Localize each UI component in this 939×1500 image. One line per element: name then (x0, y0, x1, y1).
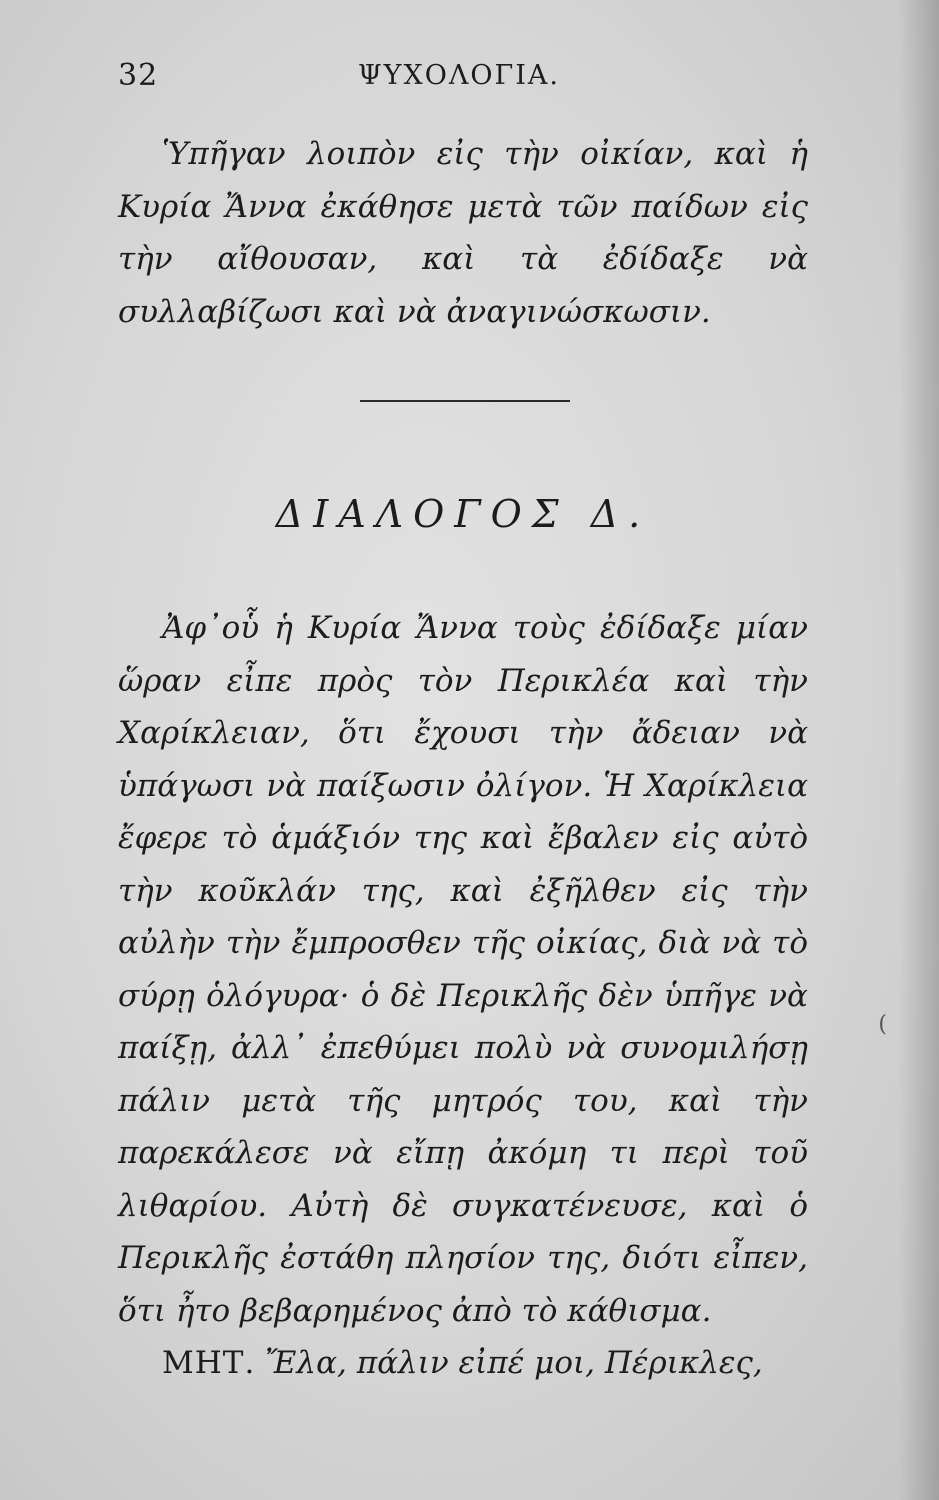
section-divider-rule (360, 400, 570, 402)
page-number: 32 (118, 58, 159, 93)
dialogue-text: Ἔλα, πάλιν εἰπέ μοι, Πέρικλες, (265, 1345, 763, 1381)
spine-shadow (899, 0, 939, 1500)
intro-paragraph: Ὑπῆγαν λοιπὸν εἰς τὴν οἰκίαν, καὶ ἡ Κυρία Ἄννα ἐκάθησε μετὰ τῶν παίδων εἰς τὴν αἴθουσαν, καὶ τὰ ἐδίδαξε νὰ συλλαβίζωσι καὶ νὰ ἀναγινώσκωσιν. (118, 136, 808, 330)
intro-paragraph-block (118, 128, 808, 338)
speaker-label: ΜΗΤ. (162, 1345, 256, 1381)
dialogue-title: ΔΙΑΛΟΓΟΣ Δ. (275, 492, 651, 536)
main-paragraph: Ἀφ᾽οὗ ἡ Κυρία Ἄννα τοὺς ἐδίδαξε μίαν ὥραν εἶπε πρὸς τὸν Περικλέα καὶ τὴν Χαρίκλειαν, ὅτι ἔχουσι τὴν ἄδειαν νὰ ὑπάγωσι νὰ παίξωσιν ὀλίγον. Ἡ Χαρίκλεια ἔφερε τὸ ἁμάξιόν της καὶ ἔβαλεν εἰς αὐτὸ τὴν κοῦκλάν της, καὶ ἐξῆλθεν εἰς τὴν αὐλὴν τὴν ἔμπροσθεν τῆς οἰκίας, διὰ νὰ τὸ σύρῃ ὁλόγυρα· ὁ δὲ Περικλῆς δὲν ὑπῆγε νὰ παίξῃ, ἀλλ᾽ ἐπεθύμει πολὺ νὰ συνομιλήσῃ πάλιν μετὰ τῆς μητρός του, καὶ τὴν παρεκάλεσε νὰ εἴπῃ ἀκόμη τι περὶ τοῦ λιθαρίου. Αὐτὴ δὲ συγκατένευσε, καὶ ὁ Περικλῆς ἐστάθη πλησίον της, διότι εἶπεν, ὅτι ἦτο βεβαρημένος ἀπὸ τὸ κάθισμα. (118, 610, 808, 1329)
running-head: ΨΥΧΟΛΟΓΙΑ. (358, 60, 560, 91)
page-header (118, 58, 818, 98)
main-text-block (118, 602, 808, 1390)
dialogue-line (118, 1337, 808, 1390)
margin-mark: ( (878, 1012, 887, 1037)
